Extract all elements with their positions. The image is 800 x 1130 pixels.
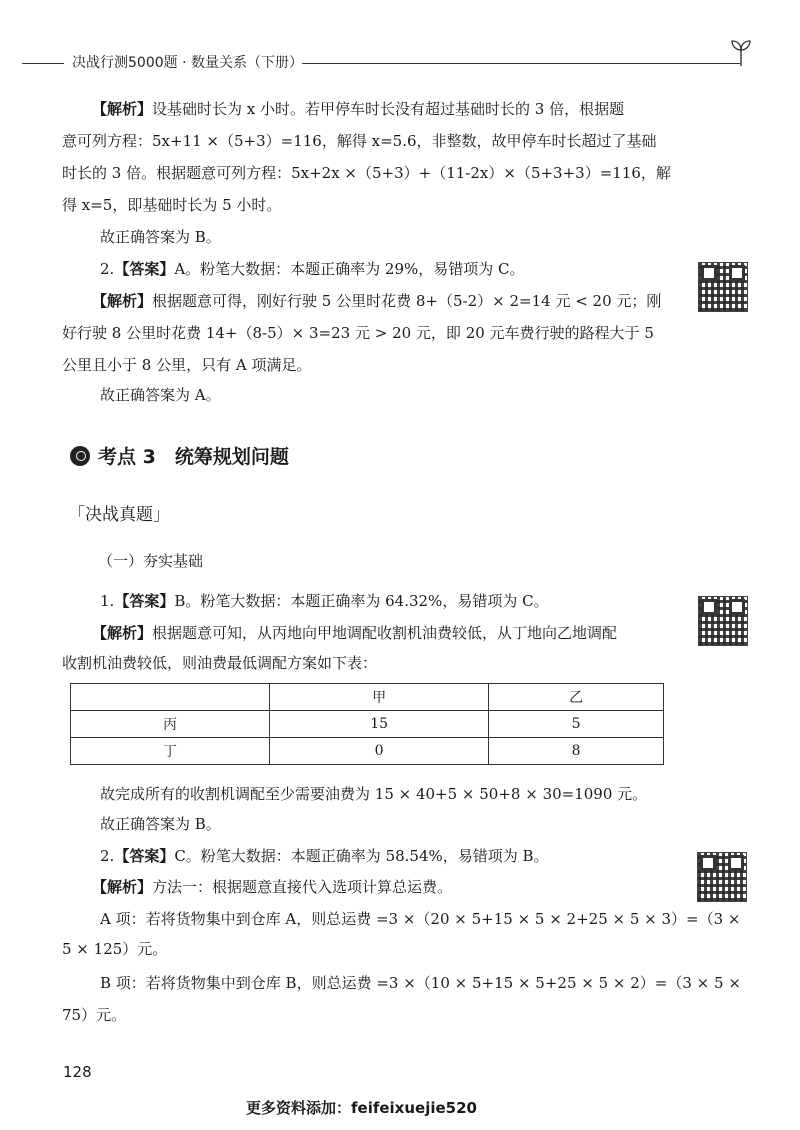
sprout-icon: [728, 38, 754, 68]
header-rule-left: [22, 63, 64, 64]
analysis-label: 【解析】: [92, 624, 153, 642]
analysis-3-line-2: 收割机油费较低，则油费最低调配方案如下表：: [62, 654, 378, 672]
q2-answer-line: 2.【答案】A。粉笔大数据：本题正确率为 29%，易错项为 C。: [100, 260, 525, 278]
sub-title: （一）夯实基础: [98, 552, 204, 570]
q4-answer-line: 2.【答案】C。粉笔大数据：本题正确率为 58.54%，易错项为 B。: [100, 847, 549, 865]
analysis-1-line-3: 时长的 3 倍。根据题意可列方程：5x+2x ×（5+3）+（11-2x）×（5+3+3）=116，解: [62, 164, 671, 182]
table-cell: 乙: [489, 684, 664, 711]
table-cell: 15: [270, 711, 489, 738]
option-b-line-1: B 项：若将货物集中到仓库 B，则总运费 =3 ×（10 × 5+15 × 5+25 × 5 × 2）=（3 × 5 ×: [100, 974, 741, 992]
analysis-label: 【解析】: [92, 100, 153, 118]
analysis-2-line-1: 【解析】根据题意可得，刚好行驶 5 公里时花费 8+（5-2）× 2=14 元 < 20 元；刚: [92, 292, 662, 310]
analysis-1-line-4: 得 x=5，即基础时长为 5 小时。: [62, 196, 282, 214]
page-number: 128: [63, 1063, 92, 1081]
table-cell: [71, 684, 270, 711]
q3-answer-line: 1.【答案】B。粉笔大数据：本题正确率为 64.32%，易错项为 C。: [100, 592, 549, 610]
table-cell: 5: [489, 711, 664, 738]
analysis-3-line-1: 【解析】根据题意可知，从丙地向甲地调配收割机油费较低，从丁地向乙地调配: [92, 624, 618, 642]
table-cell: 甲: [270, 684, 489, 711]
answer-3-conclusion: 故正确答案为 B。: [100, 815, 221, 833]
calc-3-line: 故完成所有的收割机调配至少需要油费为 15 × 40+5 × 50+8 × 30=1090 元。: [100, 785, 648, 803]
section-bullet-icon: [70, 446, 90, 466]
analysis-2-line-3: 公里且小于 8 公里，只有 A 项满足。: [62, 356, 312, 374]
answer-label: 【答案】: [114, 592, 175, 610]
answer-label: 【答案】: [114, 260, 175, 278]
footer-note: 更多资料添加：feifeixuejie520: [246, 1099, 477, 1117]
table-row: [71, 711, 664, 738]
answer-2-conclusion: 故正确答案为 A。: [100, 386, 221, 404]
option-b-line-2: 75）元。: [62, 1006, 127, 1024]
box-title: 「决战真题」: [68, 505, 170, 525]
section-heading: 考点 3 统筹规划问题: [70, 442, 289, 469]
table-cell: 8: [489, 738, 664, 765]
running-header-title: 决战行测5000题 · 数量关系（下册）: [72, 55, 303, 71]
answer-1-conclusion: 故正确答案为 B。: [100, 228, 221, 246]
option-a-line-2: 5 × 125）元。: [62, 940, 168, 958]
analysis-label: 【解析】: [92, 292, 153, 310]
table-row: [71, 738, 664, 765]
analysis-4-line-1: 【解析】方法一：根据题意直接代入选项计算总运费。: [92, 878, 453, 896]
table-cell: 丁: [71, 738, 270, 765]
table-header-row: [71, 684, 664, 711]
allocation-table: [70, 683, 664, 765]
qr-code-icon[interactable]: [697, 852, 747, 902]
answer-label: 【答案】: [114, 847, 175, 865]
analysis-label: 【解析】: [92, 878, 153, 896]
qr-code-icon[interactable]: [698, 596, 748, 646]
analysis-2-line-2: 好行驶 8 公里时花费 14+（8-5）× 3=23 元 > 20 元，即 20 元车费行驶的路程大于 5: [62, 324, 654, 342]
table-cell: 丙: [71, 711, 270, 738]
option-a-line-1: A 项：若将货物集中到仓库 A，则总运费 =3 ×（20 × 5+15 × 5 × 2+25 × 5 × 3）=（3 ×: [100, 910, 741, 928]
header-rule-right: [302, 63, 740, 64]
table-cell: 0: [270, 738, 489, 765]
qr-code-icon[interactable]: [698, 262, 748, 312]
analysis-1-line-2: 意可列方程：5x+11 ×（5+3）=116，解得 x=5.6，非整数，故甲停车时长超过了基础: [62, 132, 657, 150]
analysis-1-line-1: 【解析】设基础时长为 x 小时。若甲停车时长没有超过基础时长的 3 倍，根据题: [92, 100, 625, 118]
